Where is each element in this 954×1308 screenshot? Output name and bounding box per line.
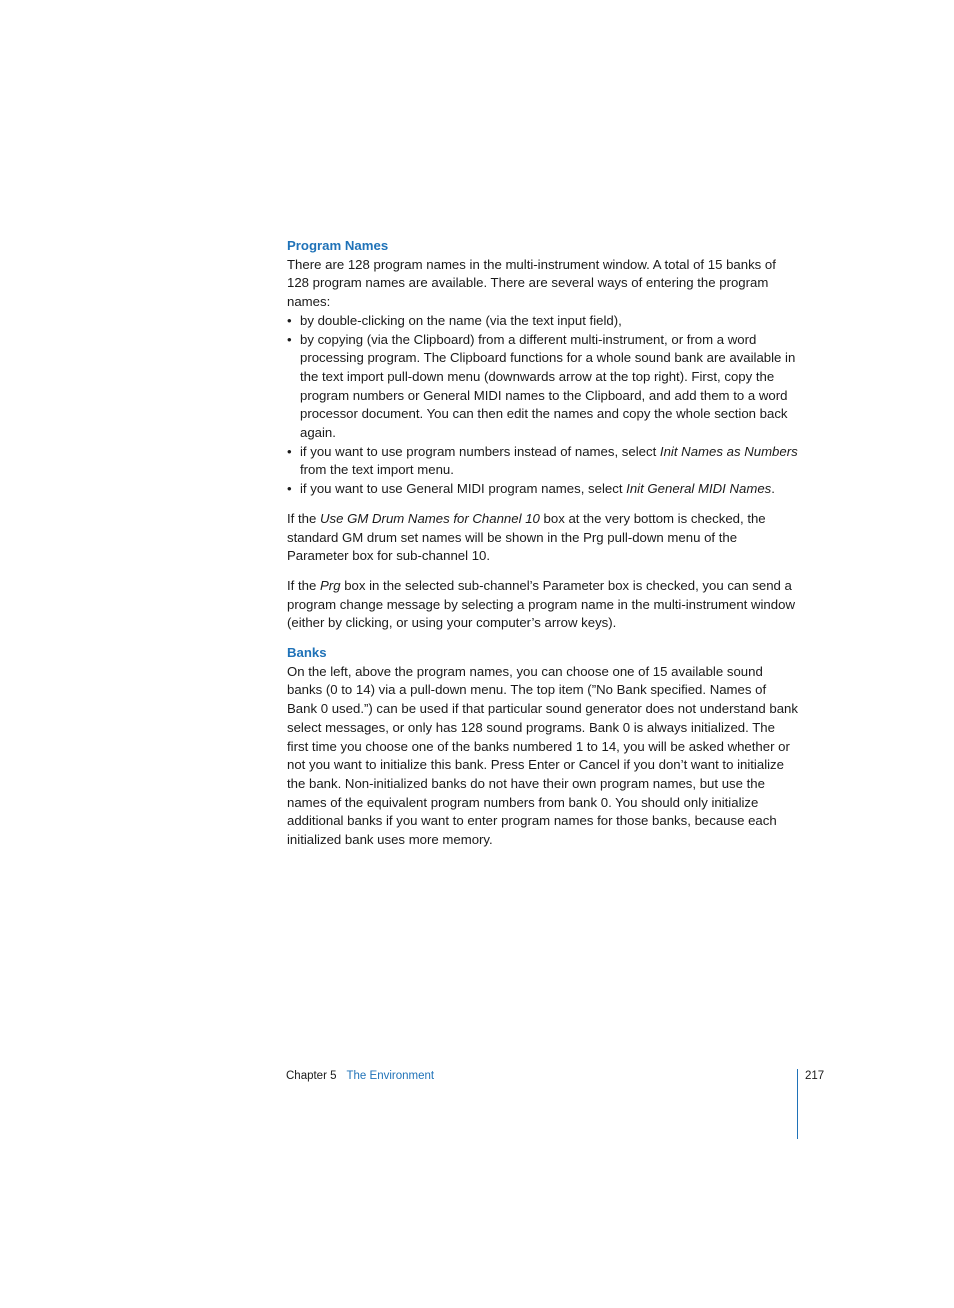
intro-paragraph: There are 128 program names in the multi-instrument window. A total of 15 banks of 128 program names are available. There are several ways of entering the program names: bbox=[287, 256, 776, 310]
footer-chapter: Chapter 5 bbox=[286, 1070, 337, 1082]
menu-item-reference: Init General MIDI Names bbox=[626, 481, 772, 497]
section-heading-program-names: Program Names bbox=[287, 238, 389, 253]
bullet-glyph: • bbox=[287, 443, 292, 459]
footer-chapter-title: The Environment bbox=[346, 1070, 435, 1082]
gm-drum-paragraph: If the Use GM Drum Names for Channel 10 box at the very bottom is checked, the standard GM drum set names will be shown in the Prg pull-down menu of the Parameter box for sub-channel 10. bbox=[287, 510, 766, 564]
list-item: • if you want to use General MIDI program names, select Init General MIDI Names. bbox=[287, 480, 799, 499]
bullet-glyph: • bbox=[287, 331, 292, 347]
page-footer bbox=[286, 1070, 434, 1082]
menu-item-reference: Init Names as Numbers bbox=[659, 443, 798, 459]
page-number: 217 bbox=[805, 1070, 825, 1082]
prg-paragraph: If the Prg box in the selected sub-channel’s Parameter box is checked, you can send a program change message by selecting a program name in the multi-instrument window (either by clicking, or using your computer’s arrow keys). bbox=[287, 577, 795, 631]
bullet-glyph: • bbox=[287, 312, 292, 328]
bullet-glyph: • bbox=[287, 481, 292, 497]
list-item: • if you want to use program numbers instead of names, select Init Names as Numbers from the text import menu. bbox=[287, 443, 798, 478]
entry-methods-list bbox=[287, 312, 799, 499]
section-heading-banks: Banks bbox=[287, 645, 327, 661]
list-item: • by double-clicking on the name (via the text input field), bbox=[287, 312, 799, 331]
footer-divider bbox=[797, 1069, 798, 1139]
page-content bbox=[287, 237, 799, 850]
list-item: • by copying (via the Clipboard) from a different multi-instrument, or from a word processing program. The Clipboard functions for a whole sound bank are available in the text import pull-down menu (downwards arrow at the top right). First, copy the program numbers or General MIDI names to the Clipboard, and add them to a word processor document. You can then edit the names and copy the whole section back again. bbox=[287, 331, 796, 441]
banks-paragraph: On the left, above the program names, you can choose one of 15 available sound banks (0 to 14) via a pull-down menu. The top item (”No Bank specified. Names of Bank 0 used.”) can be used if that particular sound generator does not understand bank select messages, or only has 128 sound programs. Bank 0 is always initialized. The first time you choose one of the banks numbered 1 to 14, you will be asked whether or not you want to initialize this bank. Press Enter or Cancel if you don’t want to initialize the bank. Non-initialized banks do not have their own program names, but use the names of the equivalent program numbers from bank 0. You should only initialize additional banks if you want to enter program names for those banks, because each initialized bank uses more memory. bbox=[287, 663, 798, 848]
